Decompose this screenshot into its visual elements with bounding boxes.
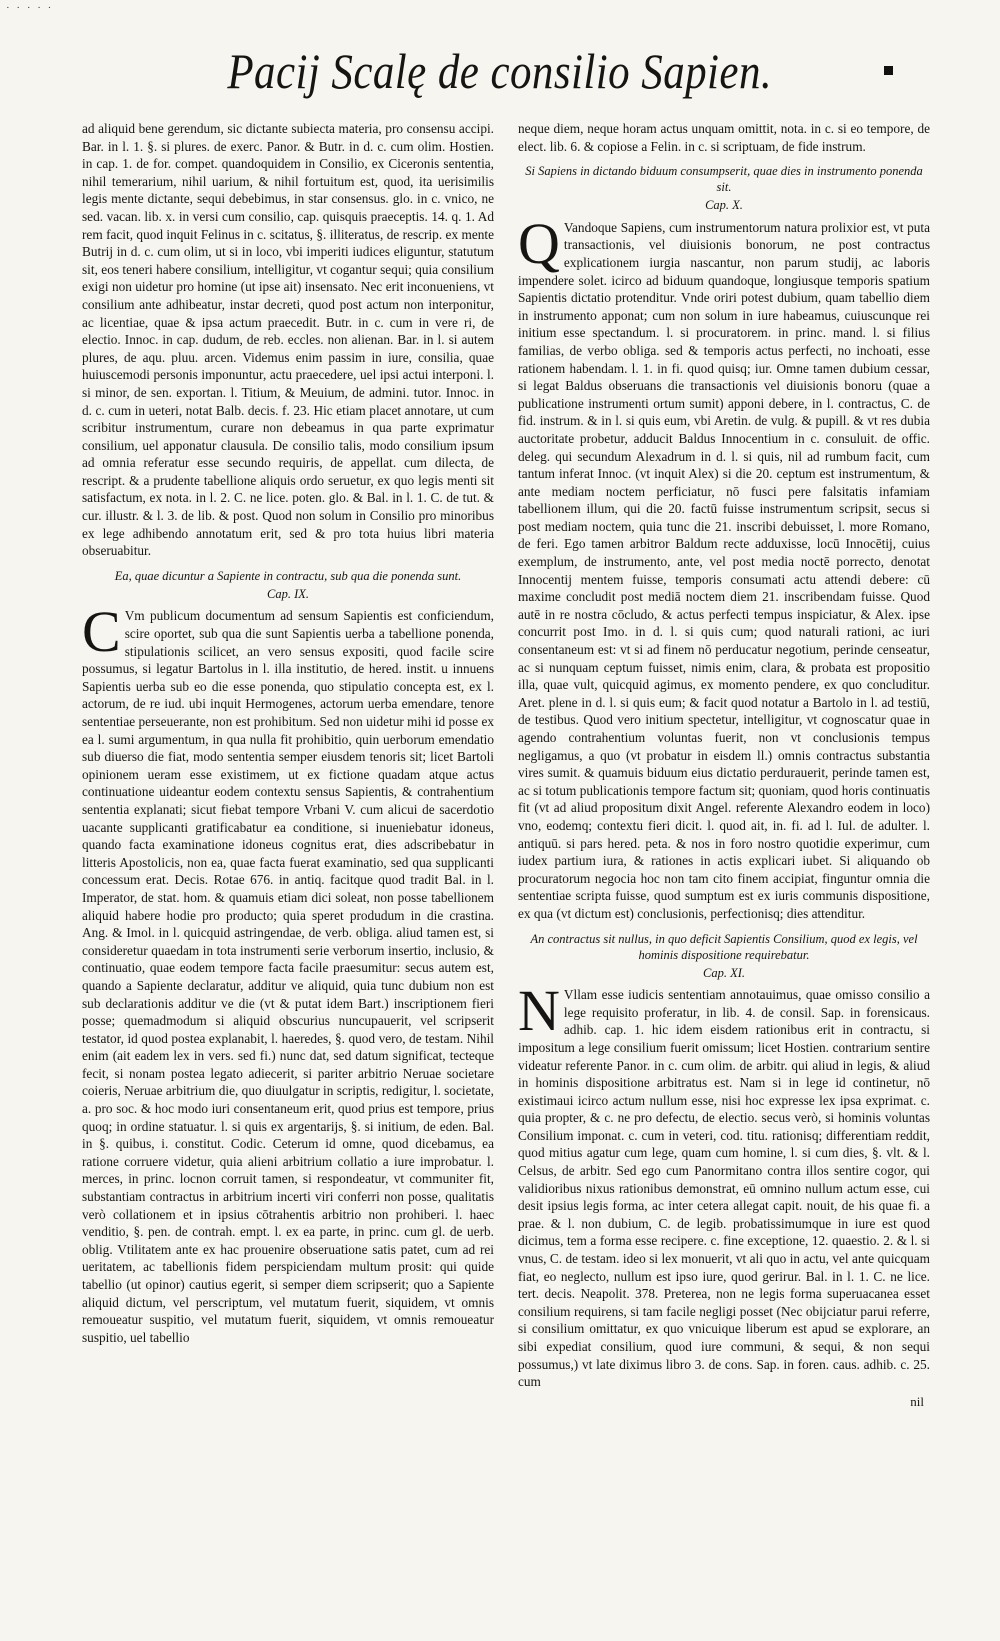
top-left-mark: · · · · · [6, 2, 54, 14]
chapter-9-text: Vm publicum documentum ad sensum Sapientis est conficiendum, scire oportet, sub qua die sunt Sapientis uerba a tabellione ponenda, stipulationis scilicet, an vero sensus expositi, quod facile scire possumus, si legatur Bartolus in l. illa institutio, de hered. instit. u innuens Sapientis uerba sub eo die esse ponenda, quo stipulatio concepta est, ex l. actorum, de re iud. ubi inquit Hermogenes, actorum uerba emendare, tenore sententiae perseuerante, non est prohibitum. Sed non uidetur mihi id posse ex ea l. sumi argumentum, in qua nulla fit prohibitio, quin uerborum emendatio sub diuerso die fiat, modo sententia semper eiusdem tenoris sit; licet Bartoli opinionem ueram esse existimem, ut ex fictione quadam atque actus continuatione uideantur eodem contextu sensus Sapientis, & contrahentium sententia explanati; sicut fiebat tempore Vrbani V. cum alicui de sacerdotio uacante supplicanti gratificabatur ea conditione, si inueniebatur idoneus, quando facta examinatione idoneus cognitus erat, dies adscribebatur in litteris Apostolicis, non ea, quae facta fuerat examinatio, sed qua supplicanti concessum erat. Decis. Rotae 676. in antiq. facitque quod tradit Bal. in l. Imperator, de stat. hom. & quamuis etiam dici soleat, non posse tabellionem aliquid habere hodie pro producto; quia speret produdum in die crastina. Ang. & Imol. in l. quicquid astringendae, de verb. obliga. aliud tamen est, si consideretur quaedam in tota instrumenti serie verborum insertio, inclusio, & continuatio, quae eodem tempore facta facile praesumitur: secus autem est, quando a Sapiente declaratur, additur ve aliquid, quia tunc dubium non est sub declarationis additur ve die (vt & putat idem Bart.) inscriptionem fieri posse; quemadmodum si aliquid obscurius nuncupauerit, vel scripserit testator, id quod postea explanabit, l. haeredes, §. quod vero, de testam. Nihil enim (ait eadem lex in vers. sed fi.) nunc dat, sed datum significat, tecteque fecit, si nonam postea legato adiecerit, si pariter arbitrio Neruae societare coieris, Neruae arbitrium die, quo diuulgatur in scriptis, redigitur, l. societate, a. pro soc. & hoc modo iuri consentaneum erit, quod prius est tempore, prius quoq; in ordine statuatur. l. si quis ex argentarijs, §. si initium, de eden. Bal. in §. quibus, i. constitut. Codic. Ceterum id omne, quod dicebamus, ea ratione corruere videtur, quia alieni arbitrium collatio a iure improbatur. l. merces, in princ. locnon corruit tamen, si respondeatur, vt communiter fit, substantiam contractus in arbitrium incerti viri conferri non posse, qualitatis verò collationem et in ipsius cōtrahentis arbitrio non prohiberi. l. haec venditio, §. pen. de contrah. empt. l. ex ea parte, in princ. cum gl. de uerb. oblig. Vtilitatem ante ex hac prouenire obseruatione satis patet, cum ad rei ueritatem, ac tabellionis fidem perspiciendam multum prosit: qui quide tabellio (ut opinor) cautius egerit, si semper diem scripserit; quo a Sapiente aliquid dictum, vel perscriptum, vel mutatum fuerit, siquidem, vt omnis remoueatur suspitio, vel mutatum fuerit, siquidem, vt omnis remoueatur suspitio, uel tabellio [82, 608, 494, 1345]
chapter-11-label: Cap. XI. [702, 965, 745, 980]
right-paragraph-1: neque diem, neque horam actus unquam omittit, nota. in c. si eo tempore, de elect. lib. 6. & copiose a Felin. in c. si scriptuam, de fide instrum. [518, 121, 930, 154]
chapter-10-paragraph [518, 210, 930, 923]
chapter-9-paragraph [82, 599, 494, 1346]
right-column [518, 120, 930, 1625]
left-column [82, 120, 494, 1625]
chapter-11-text: Vllam esse iudicis sententiam annotauimus, quae omisso consilio a lege requisito proferatur, in lib. 4. de consil. Sap. in forensicaus. adhib. cap. 1. hic idem eisdem rationibus erit in contractu, si impositum a lege consilium fuerit omissum; licet Hostien. contrarium sentire videatur referente Panor. in c. cum olim. de arbitr. qui aliud in legis, & aliud in hominis dispositione arbitratus est. Nam si in lege id continetur, nō existimaui icirco actum nullum esse, nisi hoc expresse lex ipsa exprimat. c. quia propter, & c. ne pro defectu, de electio. secus verò, si hominis voluntas Consilium imponat. c. cum in veteri, cod. titu. rationisq; differentiam reddit, quod mitius agatur cum lege, quam cum homine, l. si cum dies, §. vlt. & l. Celsus, de arbitr. Sed ego cum Panormitano contra illos sentire cogor, qui validioribus nixus rationibus demonstrat, eū omnino nullum actum esse, cui desit ipsius legis forma, ac inter cetera allegat capit. nouit, de his quae fi. a prae. & l. non dubium, C. de legib. probatissimumque in iure est quod dicimus, tem a forma esse recipere. c. fine exceptione, 12. quaestio. 2. & l. si vnus, C. de testam. ideo si lex monuerit, vt ali quo in actu, vel ante quicquam fiat, eo neglecto, nullum est ipso iure, quod gerirur. Bal. in l. 1. C. ne lice. tert. decis. Neapolit. 378. Preterea, non ne legis forma superuacanea esset consilium requirens, si tam facile negligi posset (Nec obijciatur parui referre, si consilium omittatur, ex quo vnicuique liberum est apud se explorare, an sibi expediat consilium, quod iure communi, & sequi, & non sequi possumus,) vt late diximus libro 3. de cons. Sap. in foren. caus. adhib. c. 25. cum [518, 987, 930, 1390]
catchword: nil [910, 1393, 924, 1409]
left-paragraph-1: ad aliquid bene gerendum, sic dictante subiecta materia, pro consensu accipi. Bar. in l. 1. §. si plures. de exerc. Panor. & Butr. in d. c. cum olim. Hostien. in cap. 1. de for. compet. quandoquidem in Consilio, ex Ciceronis sententia, nihil temerarium, nihil uarium, & nihil fortuitum est, quod, ita uerisimilis legis mente dictante, sequi debebimus, in star consensus. glo. in c. vnico, ne sed. vacan. lib. x. in versi cum consilio, cap. quisquis praeceptis. 14. q. 1. Ad rem facit, quod inquit Felinus in c. scitatus, §. illiteratus, de rescrip. ex mente Butrij in d. c. cum olim, ut si in loco, vbi imperiti iudices eliguntur, statutum sit, eos teneri habere consilium, intelligitur, vt cogantur sequi; quia consilium exigi non uidetur pro homine (ut ipse ait) insensato. Nec erit inconueniens, vt consilium ante adhibeatur, instar decreti, quod post actum non interponitur, ac licentiae, quae & ipsa actum praecedit. Butr. in c. cum in vere ri, de electio. Innoc. in cap. dudum, de reb. eccles. non alienan. Bar. in l. si autem plures, de aqu. pluu. arcen. Videmus enim passim in iure, consilia, quae huiuscemodi personis imponuntur, actu praecedere, uel ipsi actui interponi. l. si minor, de sen. exportan. l. Titium, & Meuium, de admini. tutor. Innoc. in d. c. cum in ueteri, notat Balb. decis. f. 23. Hic etiam placet annotare, ut cum scribitur instrumentum, curare non debeamus in qua parte exprimatur consilium, uel apponatur clausula. De consilio talis, modo consilium ipsum ad omnia referatur esse secundo requiris, de appellat. cum dilecta, de rescript. & a prudente tabellione aliquis ordo seruetur, ex quo legis menti sit satisfactum, ex nota. in l. 2. C. ne lice. poten. glo. & Bal. in l. 1. C. de tut. & cur. illustr. & l. 3. de lib. & post. Quod non solum in Consilio pro minoribus ex lege adhibendo annotatum erit, sed & pro tota huius libri materia obseruabitur. [82, 121, 494, 559]
chapter-11-heading: An contractus sit nullus, in quo deficit Sapientis Consilium, quod ex legis, vel hominis dispositione requirebatur. [530, 931, 918, 962]
running-head-title: Pacij Scalę de consilio Sapien. [227, 43, 773, 99]
page-header [0, 36, 1000, 106]
chapter-10-heading: Si Sapiens in dictando biduum consumpserit, quae dies in instrumento ponenda sit. [525, 164, 923, 195]
chapter-9-dropcap: C [82, 599, 121, 665]
chapter-11-dropcap: N [518, 978, 560, 1044]
chapter-11-paragraph [518, 978, 930, 1391]
chapter-10-text: Vandoque Sapiens, cum instrumentorum natura prolixior est, vt puta transactionis, vel diuisionis bonorum, ne post contractus explicationem iurgia nascantur, non parum studij, ac laboris impendere solet. icirco ad biduum quandoque, longiusque temporis spatium Sapientis dictatio protenditur. Vnde oriri potest dubium, quam tabellio diem in instrumento apponat; cum non solum in iure habeamus, cuiuscunque rei initium esse spectandum. l. si procuratorem. in princ. mand. l. si filius familias, de verbo obliga. sed & temporis actus perfecti, no inchoati, esse rationem habendam. l. 1. in fi. quod quisq; iur. Omne tamen dubium cessar, si legat Baldus obseruans die transactionis vel diuisionis bonoru (quae a publicatione instrumenti ortum sumit) apponi debere, in l. contractus, C. de fid. instrum. & in l. si quis eum, vbi Aretin. de vulg. & pupill. & vt res dubia auctoritate probetur, adducit Baldus Innocentium in c. consuluit. de offic. deleg. qui secundum Alexadrum in d. l. si quis, nil ad rumbum facit, cum tantum inferat Innoc. (vt inquit Alex) si die 20. ceptum est instrumentum, & ante mediam noctem perficiatur, nō fusci pere falsitatis infamiam tabellionem illum, qui die 20. factū fuisse instrumentum scripsit, secus si post mediam noctem, quia tunc die 21. inscribi debuisset, l. more Romano, de feri. Ego tamen arbitror Baldum recte adduxisse, locū Innocētij, cuius exemplum, de instrumento, ante, vel post media noctē porrecto, denotat Innocentij mentem fuisse, temporis consumati actu attendi debere: cū maxime concludit post mediā noctem diem 21. inscribendam fuisse. Quod autē in re nostra cōcludo, & actus perfecti tempus inspiciatur, & Alex. ipse concurrit post Imo. in d. l. si quis cum; quod naturali rationi, ac iuri consentaneum est: vt si ad finem nō perducatur negotium, perinde censeatur, ac si nunquam ceptum fuisset, nimis enim, clara, & probata est propositio illa, quae vult, quicquid agimus, ex momento pendere, ex quo concluditur. Aret. plene in d. l. si quis eum; & facit quod notatur a Bartolo in l. ad testiū, de testibus. Quod vero initium spectetur, intelligitur, vt cognoscatur quae in agendo contrahentium voluntas fuerit, non vt conclusionis tempus negligamus, a quo (vt probatur in eisdem ll.) omnis contractus substantia vires sumit. & quamuis biduum eius dictatio perdurauerit, perinde tamen est, ac si totum publicationis tempore factum sit; quoniam, quod horis continuatis fit (vt ad aliud propositum dixit Angel. referente Alexandro eodem in loco) vno, eodemq; contextu fieri dicit. l. quod ait, in. fi. ad l. Iul. de adulter. l. antiquū. si pars hered. peta. & nos in foro nostro quotidie experimur, cum iudex partium iura, & rationes in actis explicari iubet. Si aliquando ob procuratorum negocia hoc non tam cito finem accipiat, finguntur omnia die sententiae scripta fuisse, quod sumptum est ex iuris communis dispositione, ex qua (vt dictum est) conclusionis, perfectionisq; dies attenditur. [518, 219, 930, 921]
chapter-9-heading: Ea, quae dicuntur a Sapiente in contractu, sub qua die ponenda sunt. [114, 568, 462, 583]
chapter-10-label: Cap. X. [705, 198, 743, 213]
chapter-10-dropcap: Q [518, 210, 560, 276]
chapter-9-label: Cap. IX. [266, 586, 309, 601]
page-ornament-mark [884, 66, 893, 75]
